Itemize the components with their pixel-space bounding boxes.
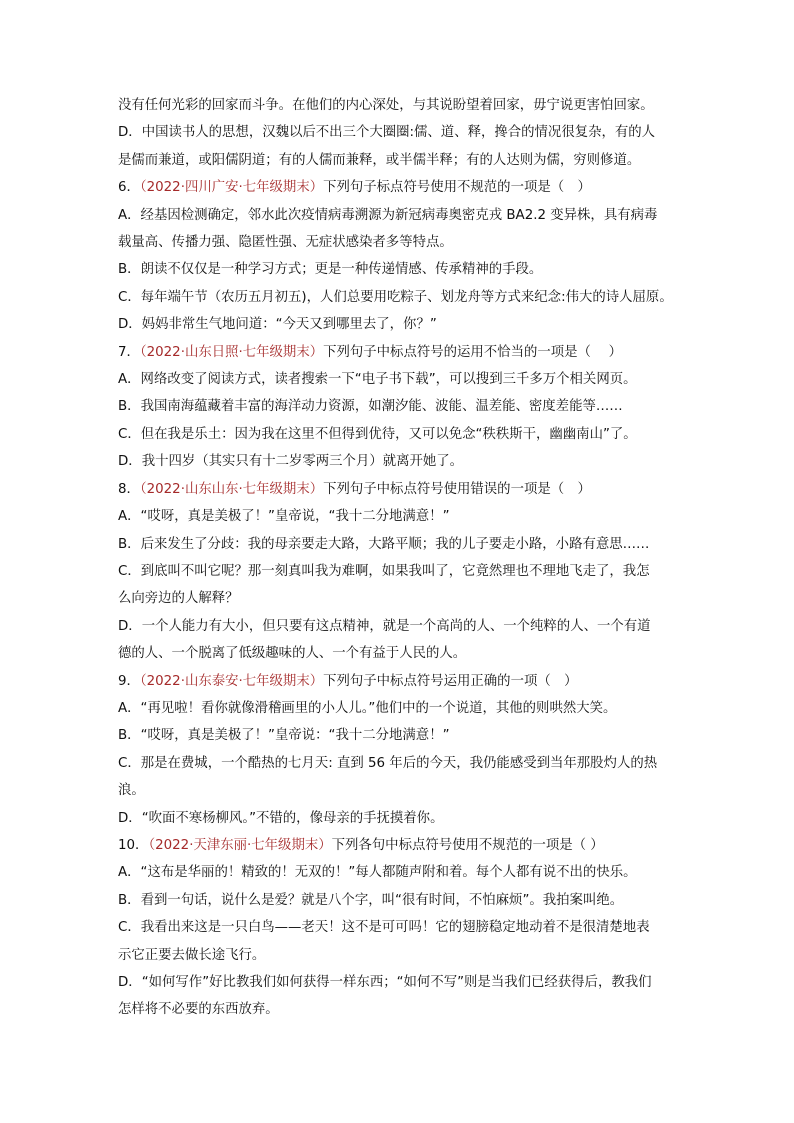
option-line: B．看到一句话，说什么是爱？就是八个字，叫“很有时间，不怕麻烦”。我拍案叫绝。: [118, 892, 624, 908]
question-8-stem: [118, 476, 678, 503]
option-line: A．网络改变了阅读方式，读者搜索一下“电子书下载”，可以搜到三千多万个相关网页。: [118, 372, 637, 388]
option-line: 浪。: [118, 783, 145, 799]
option-line: C．那是在费城，一个酷热的七月天: 直到 56 年后的今天，我仍能感受到当年那股灼人的热: [118, 755, 658, 771]
question-text: 下列句子中标点符号运用正确的一项（ ）: [323, 673, 578, 689]
question-text: 下列句子中标点符号使用错误的一项是（ ）: [323, 481, 591, 497]
option-line: A．“再见啦！看你就像滑稽画里的小人儿。”他们中的一个说道，其他的则哄然大笑。: [118, 700, 617, 716]
option-line: 德的人、一个脱离了低级趣味的人、一个有益于人民的人。: [118, 646, 467, 662]
question-text: 下列句子标点符号使用不规范的一项是（ ）: [323, 180, 591, 196]
question-10-stem: [118, 832, 678, 859]
question-7-stem: [118, 339, 678, 366]
question-6-stem: [118, 174, 678, 201]
question-source: （2022·山东山东·七年级期末）: [139, 481, 324, 497]
question-number: 7．: [118, 344, 140, 360]
option-line: A．“这布是华丽的！精致的！无双的！”每人都随声附和着。每个人都有说不出的快乐。: [118, 865, 637, 881]
option-line: B．“哎呀，真是美极了！”皇帝说：“我十二分地满意！”: [118, 728, 450, 744]
question-number: 6．: [118, 180, 140, 196]
option-d-continued: 是儒而兼道，或阳儒阴道；有的人儒而兼释，或半儒半释；有的人达则为儒，穷则修道。: [118, 152, 641, 168]
option-line: D．妈妈非常生气地问道：“今天又到哪里去了，你？”: [118, 317, 437, 333]
option-line: 载量高、传播力强、隐匿性强、无症状感染者多等特点。: [118, 235, 453, 251]
intro-line: 没有任何光彩的回家而斗争。在他们的内心深处，与其说盼望着回家，毋宁说更害怕回家。: [118, 98, 654, 113]
question-text: 下列句子中标点符号的运用不恰当的一项是（ ）: [323, 344, 622, 360]
option-line: C．但在我是乐土：因为我在这里不但得到优待，又可以免念“秩秩斯干，幽幽南山”了。: [118, 426, 637, 442]
question-number: 10．: [118, 837, 149, 853]
option-line: C．到底叫不叫它呢？那一刻真叫我为难啊，如果我叫了，它竟然理也不理地飞走了，我怎: [118, 563, 650, 579]
option-line: 怎样将不必要的东西放弃。: [118, 1002, 279, 1018]
question-source: （2022·天津东丽·七年级期末）: [148, 837, 332, 853]
option-line: D．我十四岁（其实只有十二岁零两三个月）就离开她了。: [118, 454, 464, 470]
option-line: A．经基因检测确定，邻水此次疫情病毒溯源为新冠病毒奥密克戎 BA2.2 变异株，具有病毒: [118, 207, 658, 223]
option-line: C．我看出来这是一只白鸟——老天！这不是可可吗！它的翅膀稳定地动着不是很清楚地表: [118, 920, 650, 936]
option-line: B．朗读不仅仅是一种学习方式；更是一种传递情感、传承精神的手段。: [118, 262, 543, 278]
question-source: （2022·山东日照·七年级期末）: [139, 344, 324, 360]
option-line: C．每年端午节（农历五月初五)，人们总要用吃粽子、划龙舟等方式来纪念:伟大的诗人屈原。: [118, 289, 673, 305]
option-line: 么向旁边的人解释？: [118, 591, 239, 607]
question-number: 9．: [118, 673, 140, 689]
option-line: D．一个人能力有大小，但只要有这点精神，就是一个高尚的人、一个纯粹的人、一个有道: [118, 618, 651, 634]
document-content: [118, 92, 678, 1024]
question-9-stem: [118, 668, 678, 695]
question-number: 8．: [118, 481, 140, 497]
option-line: D．“吹面不寒杨柳风。”不错的，像母亲的手抚摸着你。: [118, 810, 444, 826]
option-d: D．中国读书人的思想，汉魏以后不出三个大圈圈:儒、道、释，搀合的情况很复杂，有的人: [118, 125, 656, 141]
option-line: B．后来发生了分歧：我的母亲要走大路，大路平顺；我的儿子要走小路，小路有意思……: [118, 536, 650, 552]
question-source: （2022·山东泰安·七年级期末）: [139, 673, 324, 689]
option-line: 示它正要去做长途飞行。: [118, 947, 266, 963]
option-line: A．“哎呀，真是美极了！”皇帝说，“我十二分地满意！”: [118, 509, 450, 525]
question-text: 下列各句中标点符号使用不规范的一项是（ ）: [331, 837, 604, 853]
question-source: （2022·四川广安·七年级期末）: [139, 180, 324, 196]
option-line: D．“如何写作”好比教我们如何获得一样东西；“如何不写”则是当我们已经获得后，教我们: [118, 975, 652, 990]
option-line: B．我国南海蕴藏着丰富的海洋动力资源，如潮汐能、波能、温差能、密度差能等……: [118, 399, 623, 415]
